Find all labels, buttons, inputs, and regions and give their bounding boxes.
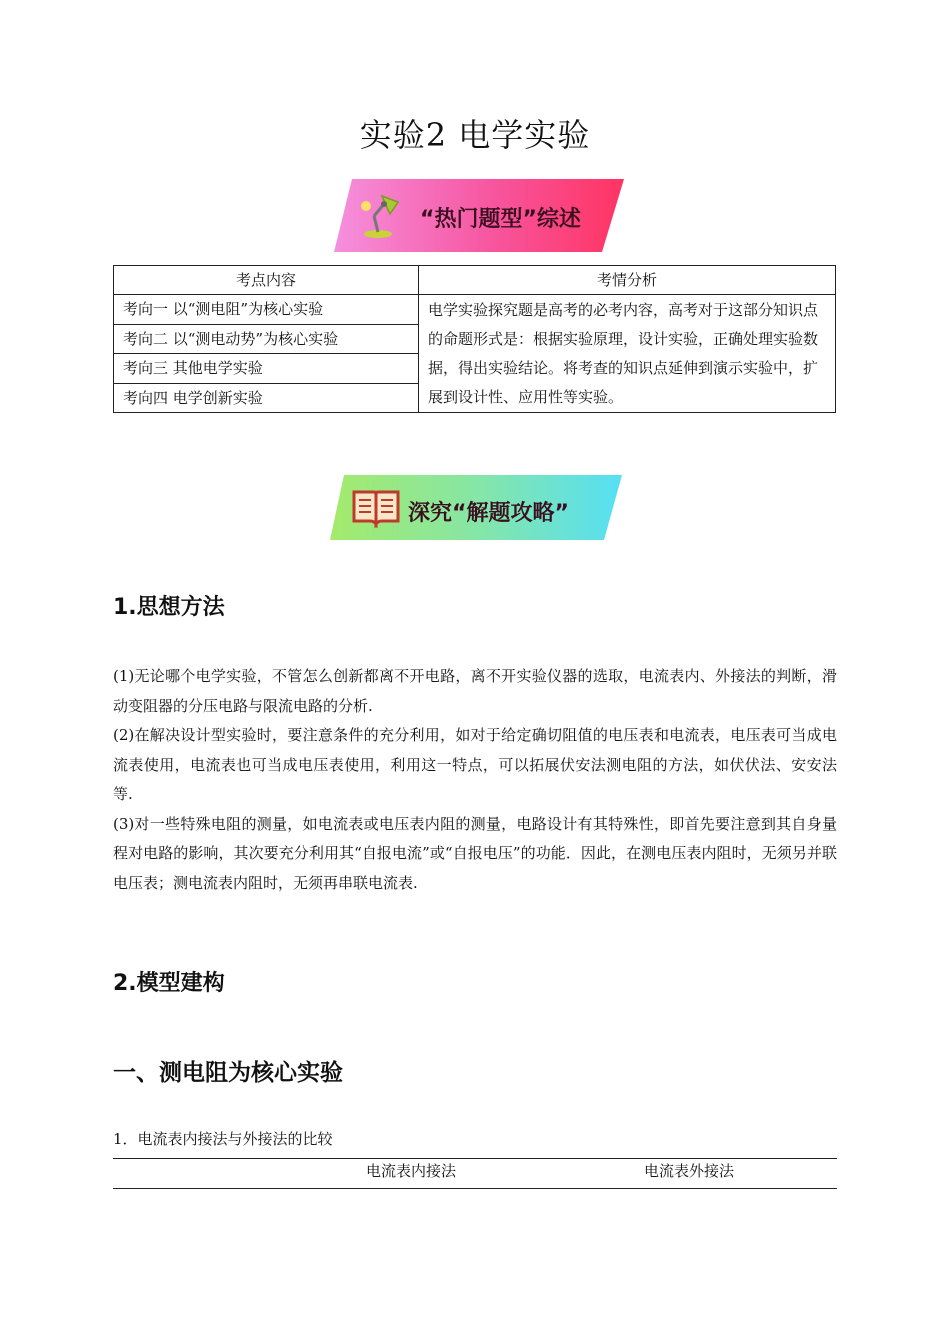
methods-paragraphs bbox=[113, 662, 837, 898]
exam-points-table bbox=[113, 265, 836, 413]
table-cell-analysis: 电学实验探究题是高考的必考内容，高考对于这部分知识点的命题形式是：根据实验原理，设计实验，正确处理实验数据，得出实验结论。将考查的知识点延伸到演示实验中，扩展到设计性、应用性等实验。 bbox=[419, 295, 836, 413]
table-cell-topic: 考向一 以“测电阻”为核心实验 bbox=[114, 295, 419, 325]
hot-topics-banner bbox=[334, 176, 624, 256]
table-header-analysis: 考情分析 bbox=[419, 266, 836, 295]
table-row bbox=[114, 295, 836, 325]
methods-paragraph-2: (2)在解决设计型实验时，要注意条件的充分利用，如对于给定确切阻值的电压表和电流表，电压表可当成电流表使用，电流表也可当成电压表使用，利用这一特点，可以拓展伏安法测电阻的方法，如伏伏法、安安法等. bbox=[113, 726, 837, 803]
section-heading-resistance: 一、测电阻为核心实验 bbox=[113, 1060, 343, 1086]
comparison-header-external: 电流表外接法 bbox=[644, 1162, 735, 1180]
table-cell-topic: 考向四 电学创新实验 bbox=[114, 383, 419, 413]
page-title: 实验2 电学实验 bbox=[359, 116, 591, 154]
table-cell-topic: 考向二 以“测电动势”为核心实验 bbox=[114, 324, 419, 354]
item-1-label: 1．电流表内接法与外接法的比较 bbox=[113, 1130, 333, 1148]
section-heading-methods: 1.思想方法 bbox=[113, 595, 225, 620]
strategy-banner bbox=[330, 472, 622, 552]
hot-topics-banner-label: “热门题型”综述 bbox=[420, 207, 581, 232]
methods-paragraph-1: (1)无论哪个电学实验，不管怎么创新都离不开电路，离不开实验仪器的选取，电流表内、外接法的判断，滑动变阻器的分压电路与限流电路的分析. bbox=[113, 667, 837, 715]
desk-lamp-icon bbox=[360, 192, 406, 244]
table-header-content: 考点内容 bbox=[114, 266, 419, 295]
table-header-row bbox=[114, 266, 836, 295]
table-cell-topic: 考向三 其他电学实验 bbox=[114, 354, 419, 384]
methods-paragraph-3: (3)对一些特殊电阻的测量，如电流表或电压表内阻的测量，电路设计有其特殊性，即首先要注意到其自身量程对电路的影响，其次要充分利用其“自报电流”或“自报电压”的功能．因此，在测电压表内阻时，无须另并联电压表；测电流表内阻时，无须再串联电流表. bbox=[113, 814, 837, 892]
comparison-table-top-rule bbox=[113, 1158, 837, 1159]
section-heading-model: 2.模型建构 bbox=[113, 971, 225, 996]
open-book-icon bbox=[352, 486, 400, 532]
comparison-header-internal: 电流表内接法 bbox=[366, 1162, 457, 1180]
strategy-banner-label: 深究“解题攻略” bbox=[408, 501, 569, 526]
comparison-table-header-rule bbox=[113, 1188, 837, 1189]
